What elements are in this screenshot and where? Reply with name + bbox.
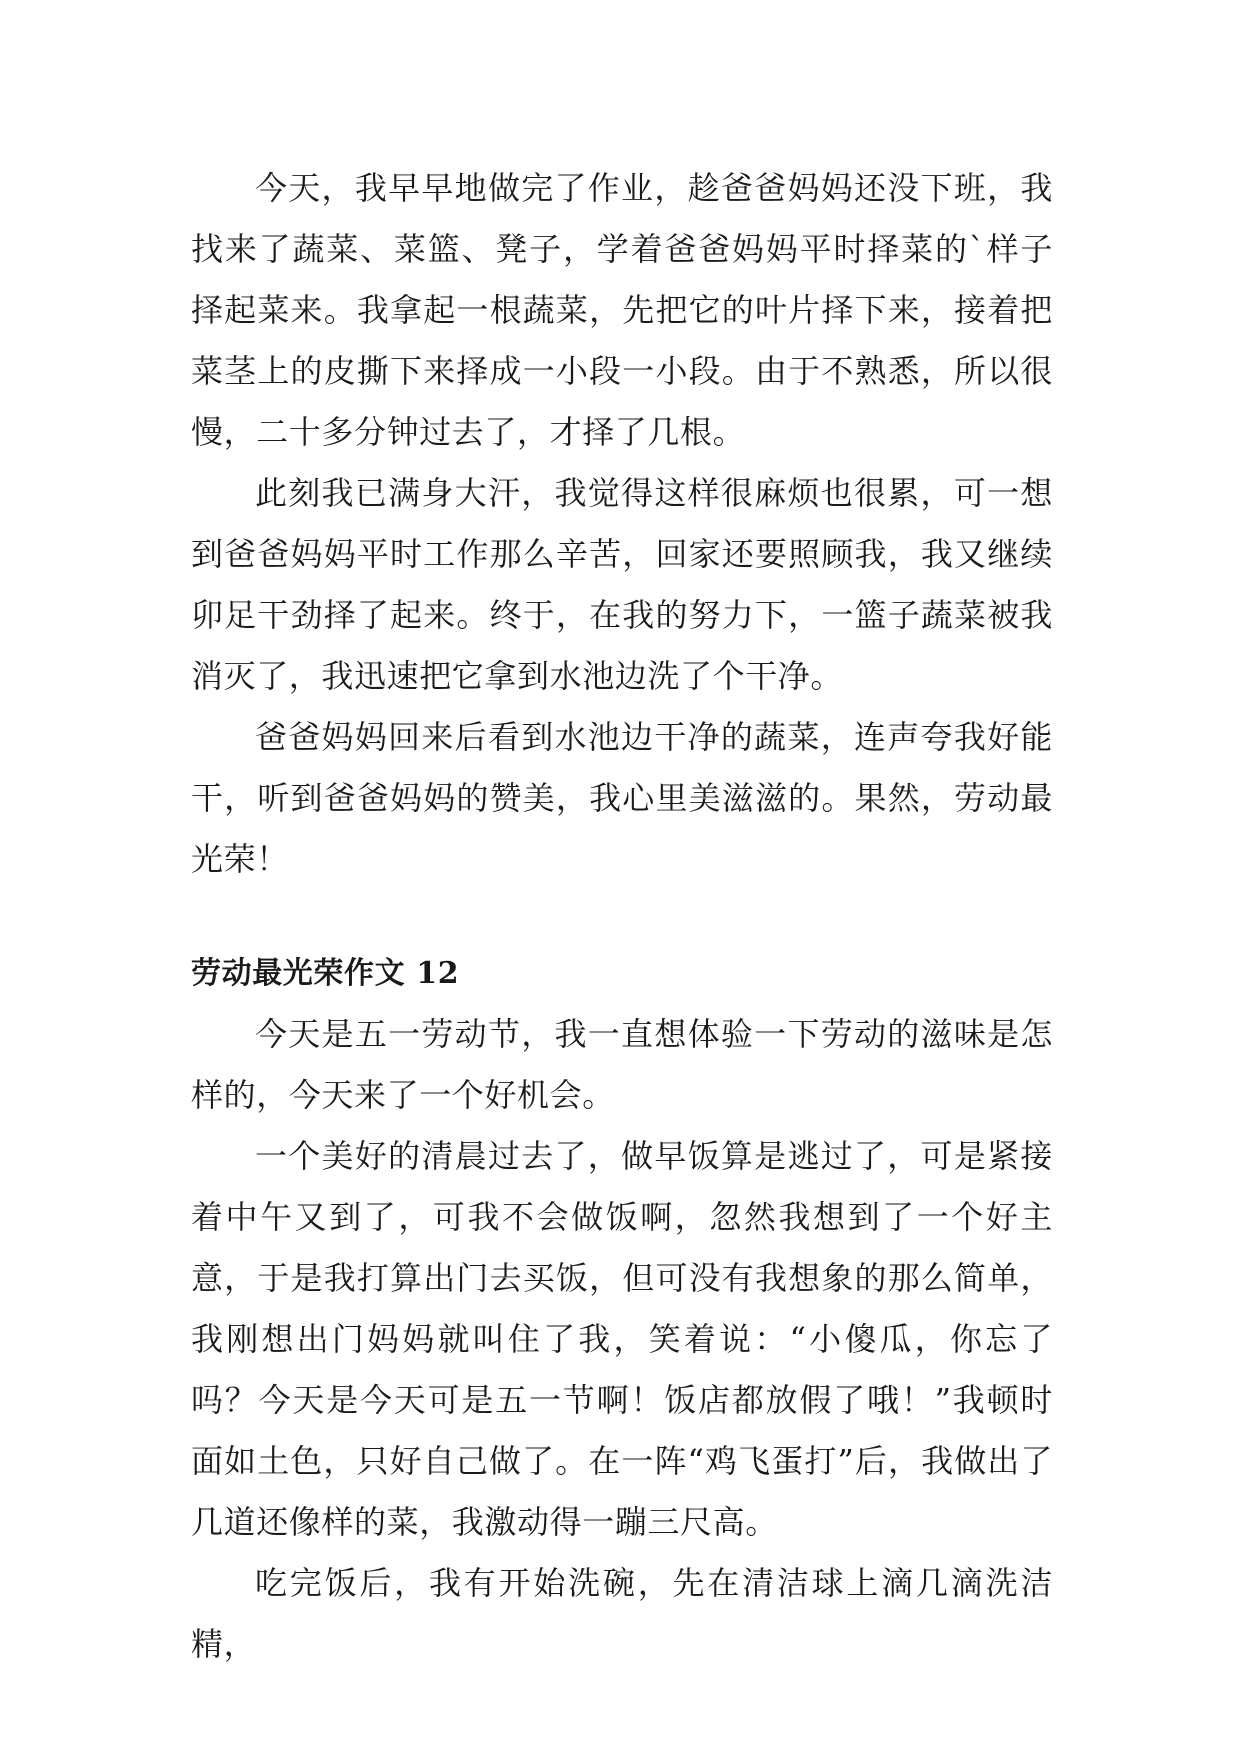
paragraph: 今天是五一劳动节，我一直想体验一下劳动的滋味是怎样的，今天来了一个好机会。 bbox=[191, 1015, 1053, 1114]
paragraph: 一个美好的清晨过去了，做早饭算是逃过了，可是紧接着中午又到了，可我不会做饭啊，忽然我想到了一个好主意，于是我打算出门去买饭，但可没有我想象的那么简单，我刚想出门妈妈就叫住了我，笑着说：“小傻瓜，你忘了吗？今天是今天可是五一节啊！饭店都放假了哦！”我顿时面如土色，只好自己做了。在一阵“鸡飞蛋打”后，我做出了几道还像样的菜，我激动得一蹦三尺高。 bbox=[191, 1137, 1053, 1541]
paragraph: 今天，我早早地做完了作业，趁爸爸妈妈还没下班，我找来了蔬菜、菜篮、凳子，学着爸爸妈妈平时择菜的`样子择起菜来。我拿起一根蔬菜，先把它的叶片择下来，接着把菜茎上的皮撕下来择成一小段一小段。由于不熟悉，所以很慢，二十多分钟过去了，才择了几根。 bbox=[191, 169, 1053, 451]
paragraph: 爸爸妈妈回来后看到水池边干净的蔬菜，连声夸我好能干，听到爸爸妈妈的赞美，我心里美滋滋的。果然，劳动最光荣！ bbox=[191, 718, 1053, 878]
paragraph: 此刻我已满身大汗，我觉得这样很麻烦也很累，可一想到爸爸妈妈平时工作那么辛苦，回家还要照顾我，我又继续卯足干劲择了起来。终于，在我的努力下，一篮子蔬菜被我消灭了，我迅速把它拿到水池边洗了个干净。 bbox=[191, 474, 1053, 695]
document-page bbox=[191, 158, 1053, 1675]
essay-title: 劳动最光荣作文 12 bbox=[191, 956, 460, 991]
paragraph: 吃完饭后，我有开始洗碗，先在清洁球上滴几滴洗洁精， bbox=[191, 1564, 1053, 1663]
